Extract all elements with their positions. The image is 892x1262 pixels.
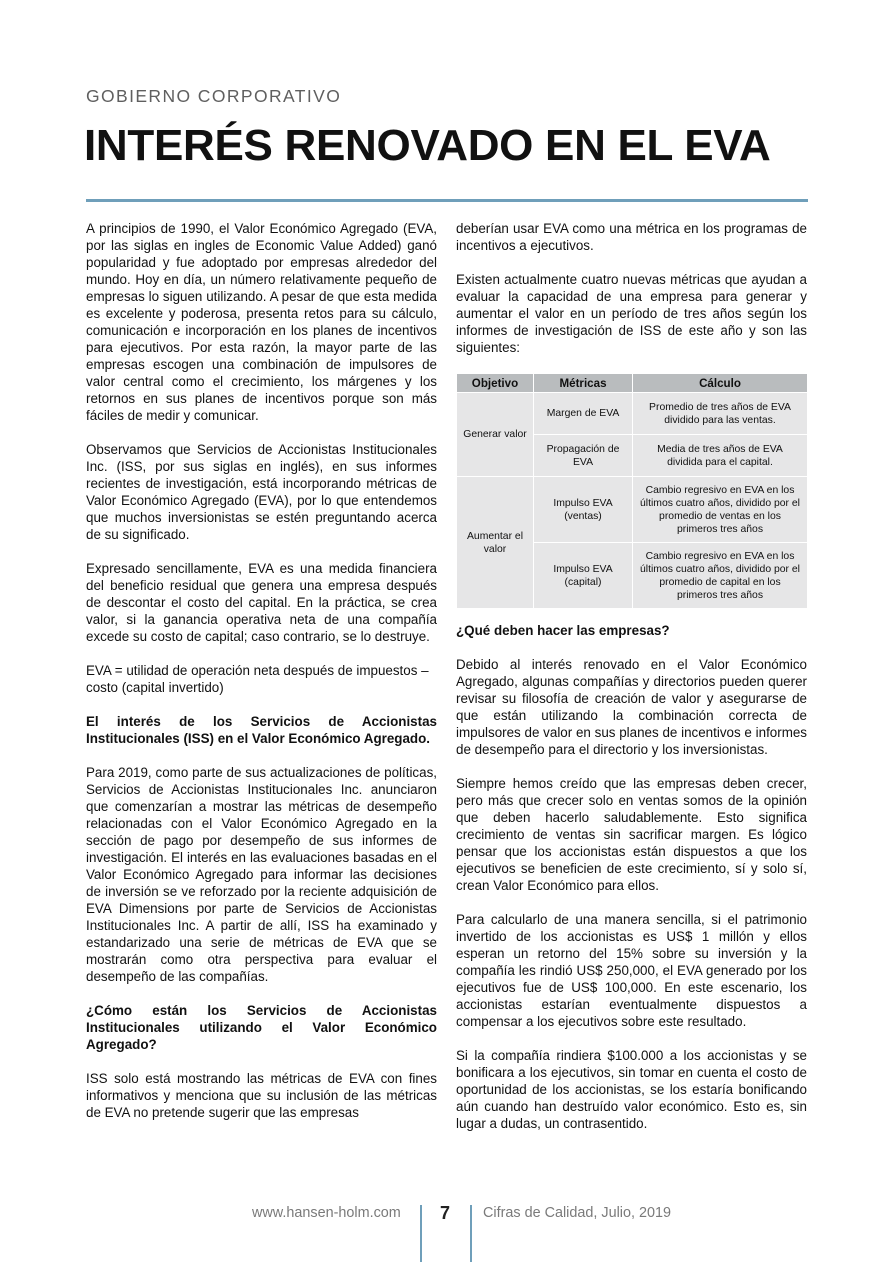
footer-divider	[470, 1205, 472, 1262]
iss-usage-paragraph: ISS solo está mostrando las métricas de EVA con fines informativos y menciona que su inclusión de las métricas de EVA no pretende sugerir que las empresas	[86, 1071, 437, 1120]
renewed-interest-paragraph: Debido al interés renovado en el Valor Económico Agregado, algunas compañías y directorios pueden querer revisar su filosofía de creación de valor y asegurarse de que están utilizando la combinación correcta de impulsores de valor en sus planes de incentivos e informes de desempeño para el directorio y los inversionistas.	[456, 657, 807, 757]
section-heading-iss-interest: El interés de los Servicios de Accionistas Institucionales (ISS) en el Valor Económico Agregado.	[86, 714, 437, 746]
section-heading-what-to-do: ¿Qué deben hacer las empresas?	[456, 623, 670, 638]
intro-paragraph: A principios de 1990, el Valor Económico Agregado (EVA, por las siglas en ingles de Economic Value Added) ganó popularidad y fue adoptado por empresas alrededor del mundo. Hoy en día, un número relativamente pequeño de empresas lo siguen utilizando. A pesar de que esta medida es excelente y poderosa, presenta retos para su cálculo, comunicación e incorporación en los planes de incentivos para ejecutivos. Por esta razón, la mayor parte de las empresas escogen una combinación de impulsores de valor central como el crecimiento, los márgenes y los retornos en sus planes de incentivos porque son más fáciles de medir y comunicar.	[86, 221, 437, 423]
section-label: GOBIERNO CORPORATIVO	[86, 86, 342, 106]
conclusion-paragraph: Si la compañía rindiera $100.000 a los accionistas y se bonificara a los ejecutivos, sin tomar en cuenta el costo de oportunidad de los accionistas, se los estaría bonificando aún cuando han destruído valor económico. Esto es, sin lugar a dudas, un contrasentido.	[456, 1048, 807, 1131]
table-header-row	[457, 374, 808, 393]
metric-cell: Impulso EVA (capital)	[534, 543, 633, 609]
page-number: 7	[440, 1203, 451, 1223]
metric-cell: Margen de EVA	[534, 393, 633, 435]
column-header-calculation: Cálculo	[633, 374, 808, 393]
metric-cell: Impulso EVA (ventas)	[534, 477, 633, 543]
right-column	[456, 220, 807, 1149]
footer-divider	[420, 1205, 422, 1262]
table-row	[457, 393, 808, 435]
eva-metrics-table	[456, 373, 808, 609]
title-divider	[86, 199, 808, 202]
metric-cell: Propagación de EVA	[534, 435, 633, 477]
iss-paragraph: Observamos que Servicios de Accionistas Institucionales Inc. (ISS, por sus siglas en inglés), en sus informes recientes de investigación, está incorporando métricas de Valor Económico Agregado (EVA), por lo que entendemos que muchos inversionistas se estén preguntando acerca de su significado.	[86, 442, 437, 542]
objective-cell: Aumentar el valor	[457, 477, 534, 609]
calculation-cell: Promedio de tres años de EVA dividido para las ventas.	[633, 393, 808, 435]
calculation-cell: Media de tres años de EVA dividida para el capital.	[633, 435, 808, 477]
table-row	[457, 477, 808, 543]
example-paragraph: Para calcularlo de una manera sencilla, si el patrimonio invertido de los accionistas es US$ 1 millón y ellos esperan un retorno del 15% sobre su inversión y la compañía les rindió US$ 250,000, el EVA generado por los ejecutivos fue de US$ 100,000. En este escenario, los accionistas estarían eventualmente dispuestos a compensar a los ejecutivos sobre este resultado.	[456, 912, 807, 1029]
eva-definition-paragraph: Expresado sencillamente, EVA es una medida financiera del beneficio residual que genera una empresa después de descontar el costo del capital. En la práctica, se crea valor, si la ganancia operativa neta de una compañía excede su costo de capital; caso contrario, se lo destruye.	[86, 561, 437, 644]
calculation-cell: Cambio regresivo en EVA en los últimos cuatro años, dividido por el promedio de ventas en los primeros tres años	[633, 477, 808, 543]
footer-website: www.hansen-holm.com	[252, 1205, 401, 1221]
column-header-objective: Objetivo	[457, 374, 534, 393]
continued-paragraph: deberían usar EVA como una métrica en los programas de incentivos a ejecutivos.	[456, 221, 807, 253]
page-title: INTERÉS RENOVADO EN EL EVA	[84, 121, 771, 170]
eva-formula: EVA = utilidad de operación neta después de impuestos – costo (capital invertido)	[86, 663, 429, 695]
calculation-cell: Cambio regresivo en EVA en los últimos cuatro años, dividido por el promedio de capital en los primeros tres años	[633, 543, 808, 609]
iss-2019-paragraph: Para 2019, como parte de sus actualizaciones de políticas, Servicios de Accionistas Institucionales Inc. anunciaron que comenzarían a mostrar las métricas de desempeño relacionadas con el Valor Económico Agregado en la sección de pago por desempeño de sus informes de investigación. El interés en las evaluaciones basadas en el Valor Económico Agregado para informar las decisiones de inversión se ve reforzado por la reciente adquisición de EVA Dimensions por parte de Servicios de Accionistas Institucionales Inc. A partir de allí, ISS ha examinado y estandarizado una serie de métricas de EVA que se mostrarán como otra perspectiva para evaluar el desempeño de las compañías.	[86, 765, 437, 984]
metrics-intro-paragraph: Existen actualmente cuatro nuevas métricas que ayudan a evaluar la capacidad de una empresa para generar y aumentar el valor en un período de tres años según los informes de investigación de ISS de este año y son las siguientes:	[456, 272, 807, 355]
objective-cell: Generar valor	[457, 393, 534, 477]
growth-paragraph: Siempre hemos creído que las empresas deben crecer, pero más que crecer solo en ventas somos de la opinión que deben hacerlo saludablemente. Esto significa crecimiento de ventas sin sacrificar margen. Es lógico pensar que los accionistas están dispuestos a que los ejecutivos se beneficien de este crecimiento, sí y solo sí, crean Valor Económico para ellos.	[456, 776, 807, 893]
left-column	[86, 220, 437, 1138]
section-heading-iss-usage: ¿Cómo están los Servicios de Accionistas Institucionales utilizando el Valor Económico Agregado?	[86, 1003, 437, 1052]
column-header-metrics: Métricas	[534, 374, 633, 393]
footer-issue: Cifras de Calidad, Julio, 2019	[483, 1205, 671, 1221]
